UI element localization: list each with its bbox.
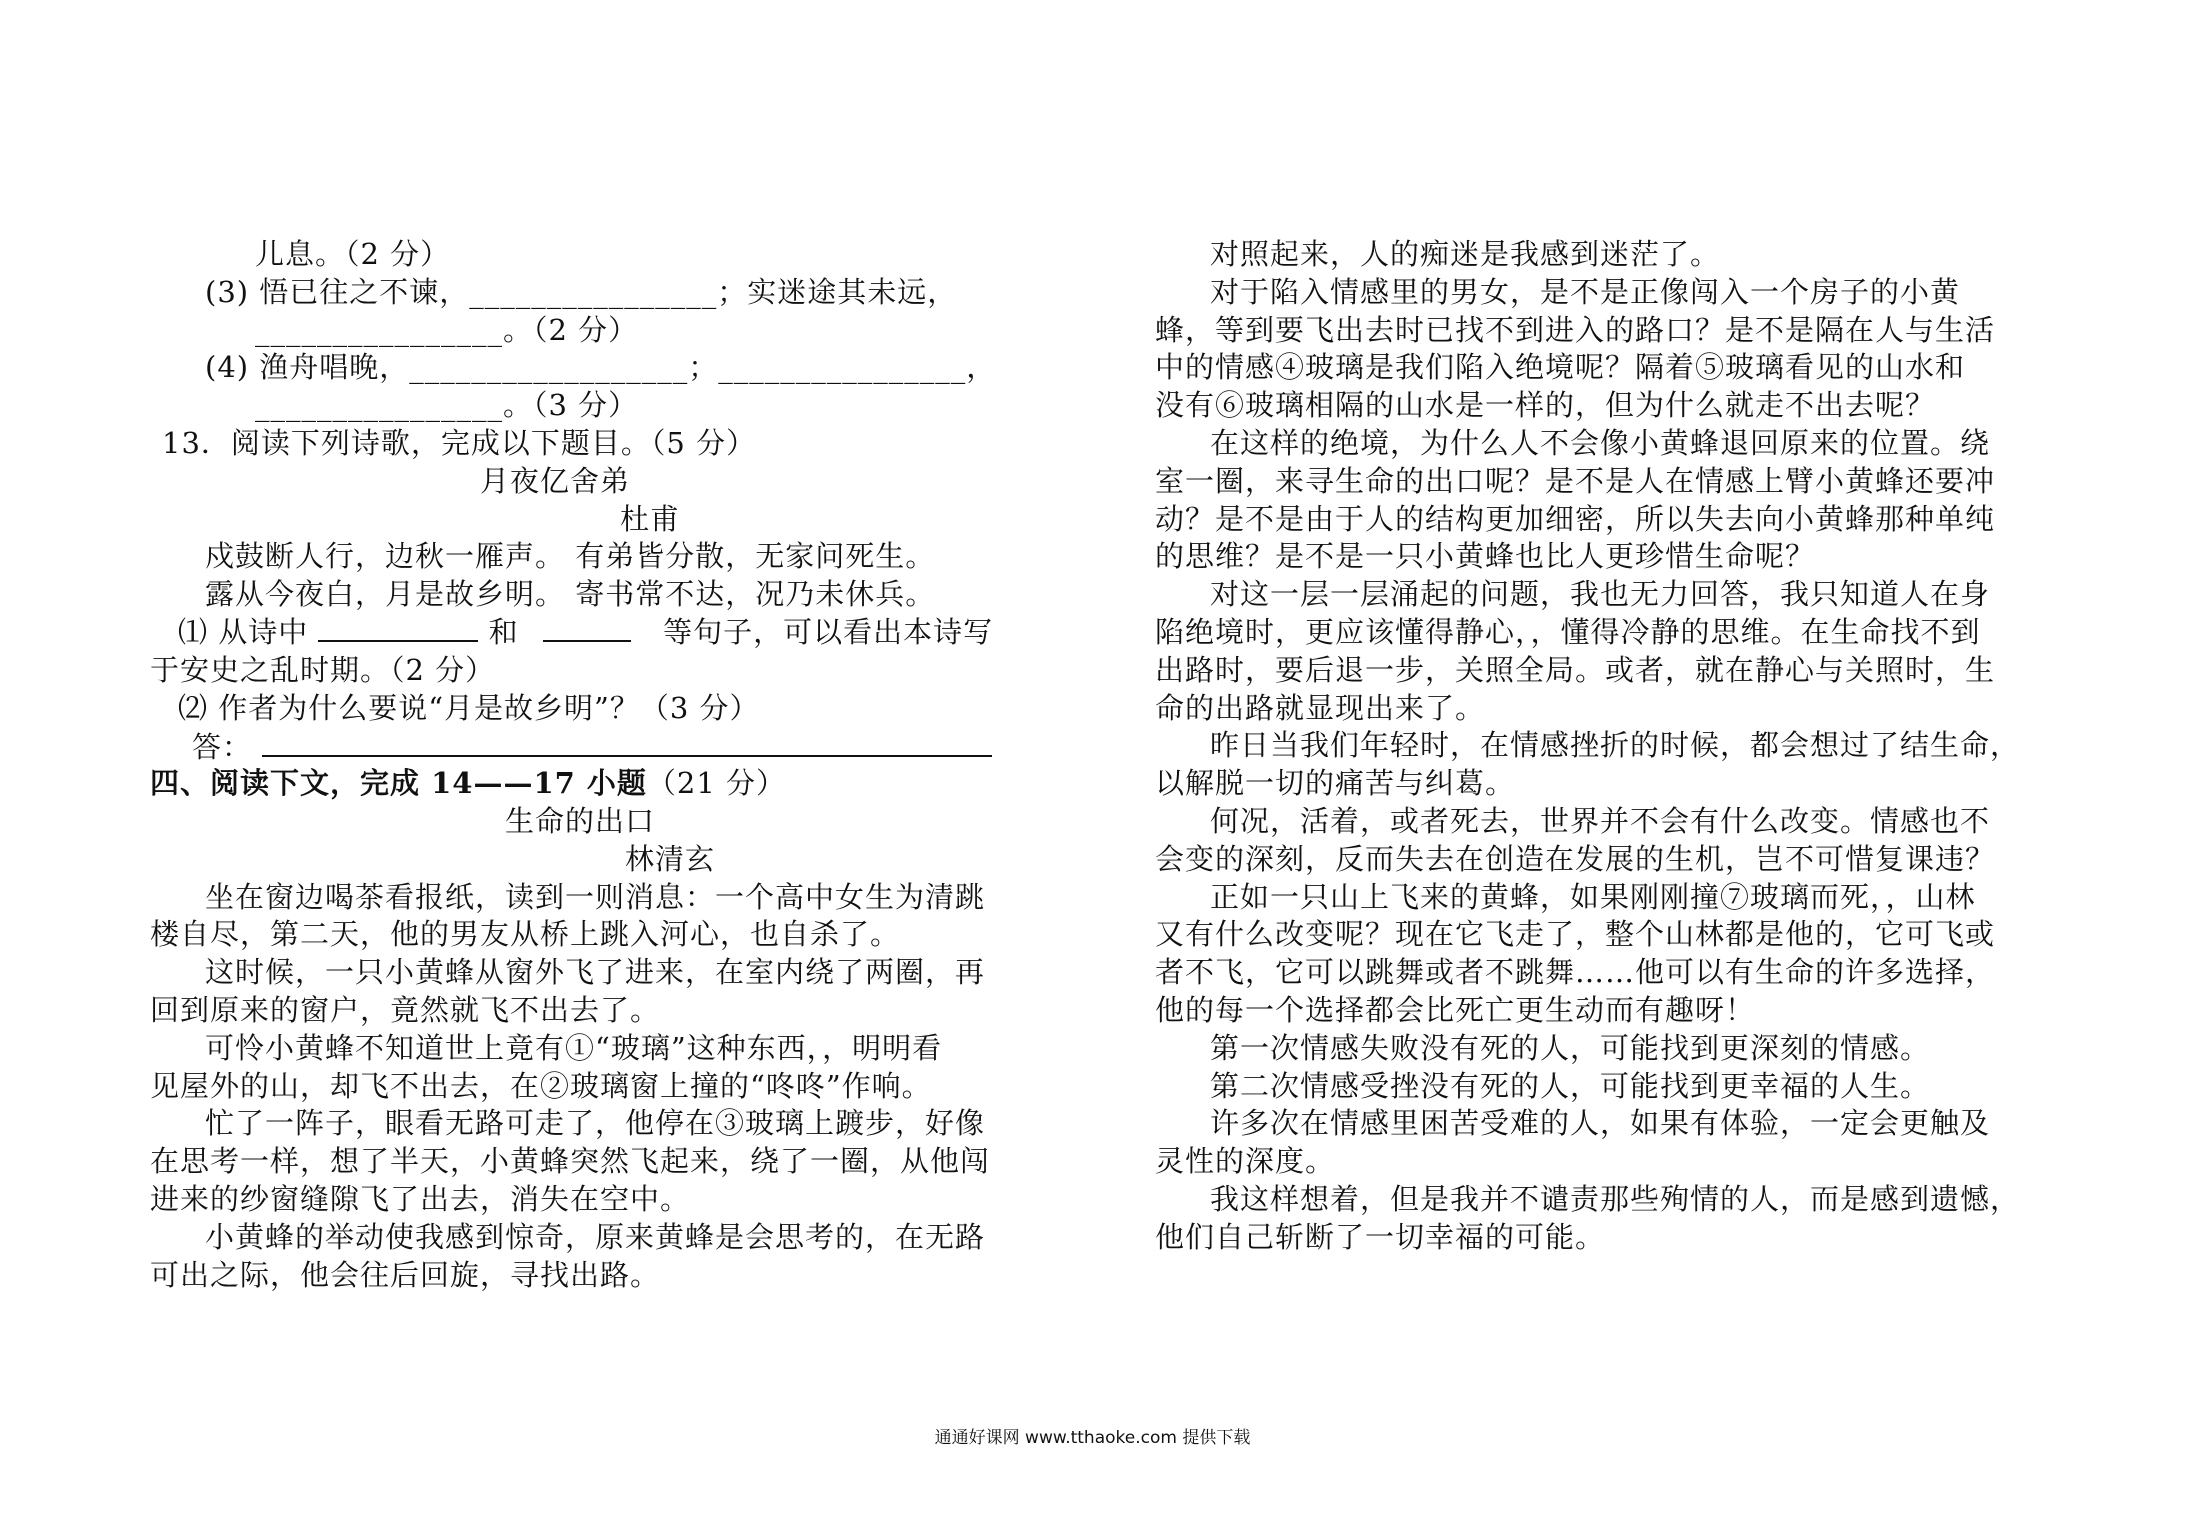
article-left-line: 小黄蜂的举动使我感到惊奇，原来黄蜂是会思考的，在无路	[205, 1219, 986, 1254]
article-right-line: 命的出路就显现出来了。	[1155, 690, 1486, 725]
q12-item-4-cont: ________________。（3 分）	[255, 388, 639, 423]
section-4-score: （21 分）	[646, 766, 787, 801]
article-right-line: 第二次情感受挫没有死的人，可能找到更幸福的人生。	[1210, 1068, 1931, 1103]
article-left-line: 在思考一样，想了半天，小黄蜂突然飞起来，绕了一圈，从他闯	[150, 1144, 991, 1179]
poem-author: 杜甫	[620, 501, 681, 536]
q13-heading: 13．阅读下列诗歌，完成以下题目。（5 分）	[162, 425, 757, 460]
article-left-line: 楼自尽，第二天，他的男友从桥上跳入河心，也自杀了。	[150, 917, 901, 952]
article-right-line: 室一圈，来寻生命的出口呢？是不是人在情感上臂小黄蜂还要冲	[1155, 463, 1996, 498]
right-column	[1155, 236, 2021, 1257]
article-right-line: 何况，活着，或者死去，世界并不会有什么改变。情感也不	[1210, 803, 1991, 838]
poem-title: 月夜亿舍弟	[480, 463, 631, 498]
article-right-line: 中的情感④玻璃是我们陷入绝境呢？隔着⑤玻璃看见的山水和	[1155, 350, 1966, 385]
section-4-heading-text: 四、阅读下文，完成 14——17 小题	[150, 766, 647, 801]
q12-item-3-cont: ________________。（2 分）	[255, 312, 639, 347]
article-right-line: 没有⑥玻璃相隔的山水是一样的，但为什么就走不出去呢？	[1155, 388, 1936, 423]
article-right-line: 他们自己斩断了一切幸福的可能。	[1155, 1219, 1606, 1254]
q13-sub-1-cont: 于安史之乱时期。（2 分）	[150, 652, 496, 687]
answer-row	[150, 727, 975, 765]
article-right-line: 又有什么改变呢？现在它飞走了，整个山林都是他的，它可飞或	[1155, 917, 1996, 952]
article-body-right	[1155, 236, 2021, 1257]
article-body-left	[150, 879, 991, 1295]
answer-blank-1[interactable]	[318, 614, 478, 642]
poem-verse-1: 戍鼓断人行，边秋一雁声。 有弟皆分散，无家问死生。	[205, 539, 936, 574]
article-right-line: 对这一层一层涌起的问题，我也无力回答，我只知道人在身	[1210, 577, 1991, 612]
article-right-line: 出路时，要后退一步，关照全局。或者，就在静心与关照时，生	[1155, 652, 1996, 687]
article-right-line: 昨日当我们年轻时，在情感挫折的时候，都会想过了结生命，	[1210, 728, 2021, 763]
left-column	[150, 236, 997, 1294]
article-right-line: 我这样想着，但是我并不谴责那些殉情的人，而是感到遗憾，	[1210, 1181, 2021, 1216]
article-right-line: 对照起来，人的痴迷是我感到迷茫了。	[1210, 237, 1721, 271]
article-right-line: 对于陷入情感里的男女，是不是正像闯入一个房子的小黄	[1210, 274, 1961, 309]
article-left-line: 这时候，一只小黄蜂从窗外飞了进来，在室内绕了两圈，再	[205, 955, 986, 990]
q13-sub-1-text-b: 等句子，可以看出本诗写	[663, 614, 994, 649]
article-right-line: 以解脱一切的痛苦与纠葛。	[1155, 766, 1516, 801]
article-right-line: 蜂，等到要飞出去时已找不到进入的路口？是不是隔在人与生活	[1155, 312, 1996, 347]
q13-sub-1	[150, 614, 994, 652]
answer-label: 答：	[192, 730, 253, 765]
article-left-line: 坐在窗边喝茶看报纸，读到一则消息：一个高中女生为清跳	[205, 879, 986, 914]
answer-line[interactable]	[262, 727, 992, 757]
article-right-line: 在这样的绝境，为什么人不会像小黄蜂退回原来的位置。绕	[1210, 425, 1991, 460]
article-right-line: 第一次情感失败没有死的人，可能找到更深刻的情感。	[1210, 1030, 1931, 1065]
article-left-line: 可出之际，他会往后回旋，寻找出路。	[150, 1257, 661, 1292]
article-left-line: 回到原来的窗户，竟然就飞不出去了。	[150, 992, 661, 1027]
q13-sub-1-text-a: ⑴ 从诗中	[178, 614, 309, 649]
footer-credit: 通通好课网 www.tthaoke.com 提供下载	[934, 1428, 1251, 1448]
article-right-line: 陷绝境时，更应该懂得静心，，懂得冷静的思维。在生命找不到	[1155, 614, 1981, 649]
article-right-line: 许多次在情感里困苦受难的人，如果有体验，一定会更触及	[1210, 1106, 1991, 1141]
article-right-line: 动？是不是由于人的结构更加细密，所以失去向小黄蜂那种单纯	[1155, 501, 1996, 536]
article-left-line: 忙了一阵子，眼看无路可走了，他停在③玻璃上踱步，好像	[205, 1106, 986, 1141]
article-right-line: 正如一只山上飞来的黄蜂，如果刚刚撞⑦玻璃而死，，山林	[1210, 879, 1976, 914]
article-right-line: 的思维？是不是一只小黄蜂也比人更珍惜生命呢？	[1155, 539, 1816, 574]
article-right-line: 灵性的深度。	[1155, 1144, 1336, 1179]
answer-blank-2[interactable]	[543, 614, 631, 642]
q13-sub-1-and: 和	[488, 614, 519, 649]
q13-sub-2: ⑵ 作者为什么要说“月是故乡明”？（3 分）	[178, 690, 760, 725]
article-title: 生命的出口	[505, 803, 656, 838]
q12-line-2-end: 儿息。（2 分）	[255, 237, 451, 271]
article-author: 林清玄	[625, 841, 716, 876]
article-right-line: 他的每一个选择都会比死亡更生动而有趣呀！	[1155, 992, 1756, 1027]
article-left-line: 进来的纱窗缝隙飞了出去，消失在空中。	[150, 1181, 691, 1216]
article-right-line: 会变的深刻，反而失去在创造在发展的生机，岂不可惜复课违？	[1155, 841, 1996, 876]
q12-item-4: (4) 渔舟唱晚，__________________；________________，	[205, 350, 997, 385]
poem-verse-2: 露从今夜白，月是故乡明。 寄书常不达，况乃未休兵。	[205, 577, 936, 612]
article-left-line: 见屋外的山，却飞不出去，在②玻璃窗上撞的“咚咚”作响。	[150, 1068, 932, 1103]
article-left-line: 可怜小黄蜂不知道世上竟有①“玻璃”这种东西，，明明看	[205, 1030, 943, 1065]
section-4-heading	[150, 765, 975, 803]
q12-item-3: (3) 悟已往之不谏，________________；实迷途其未远，	[205, 274, 958, 309]
article-right-line: 者不飞，它可以跳舞或者不跳舞……他可以有生命的许多选择，	[1155, 955, 1996, 990]
